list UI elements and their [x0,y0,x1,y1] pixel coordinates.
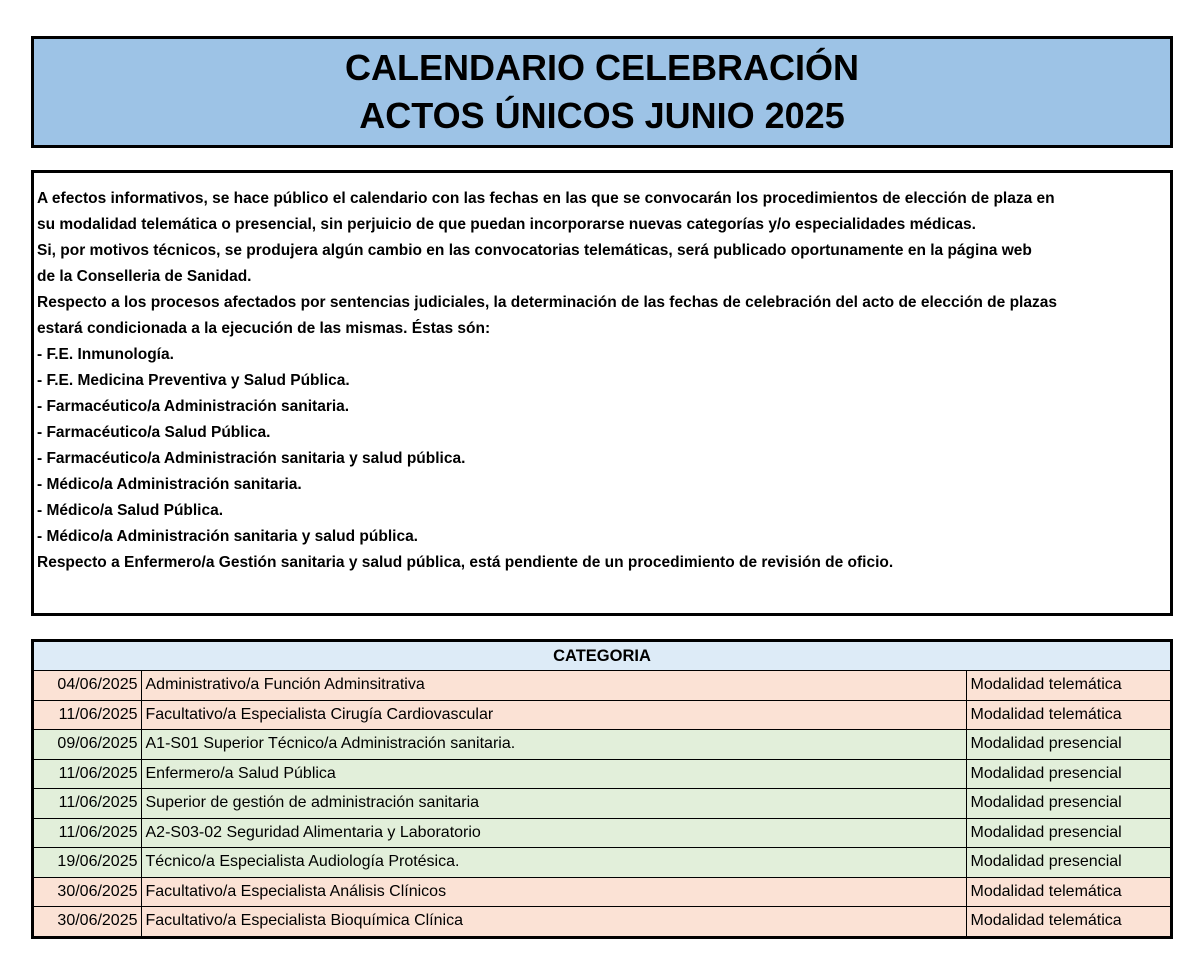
title-line-1: CALENDARIO CELEBRACIÓN [344,47,859,88]
notice-line: - Farmacéutico/a Administración sanitaria y salud pública. [37,450,466,467]
table-row [34,818,1170,848]
notice-line: - F.E. Medicina Preventiva y Salud Pública. [37,372,350,389]
notice-line: - Médico/a Salud Pública. [37,502,224,519]
notice-line: - Médico/a Administración sanitaria. [37,476,302,493]
date-cell: 11/06/2025 [34,818,141,848]
table-row [34,730,1170,760]
notice-line: de la Conselleria de Sanidad. [37,268,252,285]
date-cell: 30/06/2025 [34,907,141,936]
notice-line: A efectos informativos, se hace público el calendario con las fechas en las que se convocarán los procedimientos de elección de plaza en [37,190,1055,207]
calendar-table [34,642,1170,936]
date-cell: 11/06/2025 [34,789,141,819]
table-row [34,700,1170,730]
modality-cell: Modalidad presencial [966,789,1170,819]
modality-cell: Modalidad presencial [966,759,1170,789]
notice-line: Respecto a los procesos afectados por sentencias judiciales, la determinación de las fechas de celebración del acto de elección de plazas [37,294,1057,311]
title-banner [31,36,1173,148]
calendar-table-box [31,639,1173,939]
table-body [34,671,1170,936]
date-cell: 19/06/2025 [34,848,141,878]
category-cell: Facultativo/a Especialista Bioquímica Clínica [141,907,966,936]
modality-cell: Modalidad presencial [966,818,1170,848]
modality-cell: Modalidad telemática [966,700,1170,730]
notice-line: su modalidad telemática o presencial, sin perjuicio de que puedan incorporarse nuevas categorías y/o especialidades médicas. [37,216,976,233]
date-cell: 09/06/2025 [34,730,141,760]
table-row [34,759,1170,789]
date-cell: 30/06/2025 [34,877,141,907]
column-header-categoria: CATEGORIA [34,642,1170,671]
modality-cell: Modalidad presencial [966,848,1170,878]
notice-line: - Farmacéutico/a Administración sanitaria. [37,398,350,415]
notice-line: - Farmacéutico/a Salud Pública. [37,424,271,441]
date-cell: 04/06/2025 [34,671,141,701]
notice-line: Respecto a Enfermero/a Gestión sanitaria y salud pública, está pendiente de un procedimiento de revisión de oficio. [37,554,894,571]
table-row [34,671,1170,701]
modality-cell: Modalidad presencial [966,730,1170,760]
notice-line: estará condicionada a la ejecución de las mismas. Éstas són: [37,320,491,337]
notice-line: - Médico/a Administración sanitaria y salud pública. [37,528,418,545]
category-cell: A2-S03-02 Seguridad Alimentaria y Laboratorio [141,818,966,848]
category-cell: A1-S01 Superior Técnico/a Administración sanitaria. [141,730,966,760]
table-row [34,907,1170,936]
notice-line: Si, por motivos técnicos, se produjera algún cambio en las convocatorias telemáticas, será publicado oportunamente en la página web [37,242,1032,259]
category-cell: Enfermero/a Salud Pública [141,759,966,789]
date-cell: 11/06/2025 [34,759,141,789]
notice-box [31,170,1173,616]
table-row [34,848,1170,878]
date-cell: 11/06/2025 [34,700,141,730]
category-cell: Técnico/a Especialista Audiología Protésica. [141,848,966,878]
category-cell: Administrativo/a Función Adminsitrativa [141,671,966,701]
title-line-2: ACTOS ÚNICOS JUNIO 2025 [359,95,845,136]
table-row [34,789,1170,819]
modality-cell: Modalidad telemática [966,877,1170,907]
notice-line: - F.E. Inmunología. [37,346,174,363]
category-cell: Facultativo/a Especialista Análisis Clínicos [141,877,966,907]
category-cell: Facultativo/a Especialista Cirugía Cardiovascular [141,700,966,730]
table-row [34,877,1170,907]
table-header-row [34,642,1170,671]
notice-text [34,173,1170,576]
category-cell: Superior de gestión de administración sanitaria [141,789,966,819]
modality-cell: Modalidad telemática [966,907,1170,936]
modality-cell: Modalidad telemática [966,671,1170,701]
